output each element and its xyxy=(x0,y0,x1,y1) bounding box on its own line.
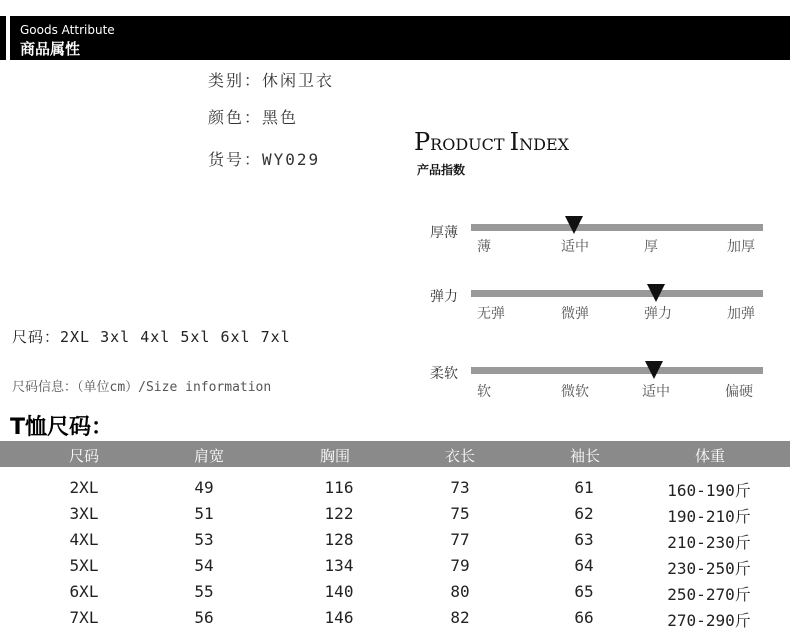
table-row xyxy=(0,606,790,632)
product-index-title: PRODUCT INDEX xyxy=(414,128,570,156)
header-title-en: Goods Attribute xyxy=(20,23,115,37)
header-accent-bar xyxy=(6,16,10,60)
header-title-zh: 商品属性 xyxy=(20,40,81,58)
attribute-label: 货号： xyxy=(208,150,263,169)
size-table-header xyxy=(0,441,790,467)
table-cell: 160-190斤 xyxy=(667,481,751,500)
table-row xyxy=(0,476,790,502)
indicator-elasticity-bar xyxy=(471,290,763,297)
indicator-tick: 微软 xyxy=(561,384,589,400)
column-header: 衣长 xyxy=(444,447,475,465)
table-cell: 65 xyxy=(574,582,594,601)
table-cell: 270-290斤 xyxy=(667,611,751,630)
table-cell: 122 xyxy=(324,504,354,523)
table-cell: 63 xyxy=(574,530,594,549)
column-header: 胸围 xyxy=(319,447,350,465)
table-cell: 80 xyxy=(450,582,470,601)
table-cell: 2XL xyxy=(69,478,99,497)
column-header: 尺码 xyxy=(68,447,99,465)
indicator-tick: 薄 xyxy=(477,239,491,255)
table-cell: 6XL xyxy=(69,582,99,601)
indicator-softness-label: 柔软 xyxy=(430,366,458,382)
table-cell: 61 xyxy=(574,478,594,497)
indicator-softness-arrow-icon xyxy=(645,361,663,379)
table-cell: 56 xyxy=(194,608,214,627)
table-cell: 140 xyxy=(324,582,354,601)
indicator-tick: 弹力 xyxy=(644,306,672,322)
table-cell: 7XL xyxy=(69,608,99,627)
section-header xyxy=(0,16,790,60)
table-cell: 4XL xyxy=(69,530,99,549)
table-cell: 79 xyxy=(450,556,470,575)
size-information-label: 尺码信息：（单位cm）/Size information xyxy=(12,380,272,395)
indicator-tick: 加弹 xyxy=(727,306,755,322)
attribute-value: WY029 xyxy=(262,150,321,169)
table-cell: 49 xyxy=(194,478,214,497)
table-cell: 73 xyxy=(450,478,470,497)
table-cell: 55 xyxy=(194,582,214,601)
table-cell: 146 xyxy=(324,608,354,627)
table-cell: 210-230斤 xyxy=(667,533,751,552)
column-header: 肩宽 xyxy=(193,447,224,465)
product-index-subtitle: 产品指数 xyxy=(417,163,466,177)
size-table-title: T恤尺码： xyxy=(10,415,114,440)
attribute-value: 黑色 xyxy=(262,108,299,127)
attribute-item-number xyxy=(208,147,320,170)
table-cell: 116 xyxy=(324,478,354,497)
indicator-thickness-bar xyxy=(471,224,763,231)
indicator-tick: 无弹 xyxy=(477,306,505,322)
available-sizes: 尺码：2XL 3xl 4xl 5xl 6xl 7xl xyxy=(12,328,291,346)
indicator-tick: 厚 xyxy=(644,239,658,255)
table-cell: 82 xyxy=(450,608,470,627)
table-row xyxy=(0,502,790,528)
table-cell: 77 xyxy=(450,530,470,549)
table-cell: 75 xyxy=(450,504,470,523)
indicator-tick: 适中 xyxy=(642,384,670,400)
table-cell: 128 xyxy=(324,530,354,549)
indicator-elasticity-arrow-icon xyxy=(647,284,665,302)
table-cell: 64 xyxy=(574,556,594,575)
attribute-value: 休闲卫衣 xyxy=(262,71,335,90)
indicator-tick: 适中 xyxy=(561,239,589,255)
attribute-label: 类别： xyxy=(208,71,263,90)
table-cell: 5XL xyxy=(69,556,99,575)
indicator-tick: 加厚 xyxy=(727,239,755,255)
table-cell: 190-210斤 xyxy=(667,507,751,526)
table-cell: 3XL xyxy=(69,504,99,523)
table-row xyxy=(0,528,790,554)
indicator-tick: 软 xyxy=(477,384,491,400)
indicator-tick: 偏硬 xyxy=(725,384,753,400)
table-row xyxy=(0,554,790,580)
column-header: 袖长 xyxy=(569,447,600,465)
table-cell: 134 xyxy=(324,556,354,575)
table-cell: 66 xyxy=(574,608,594,627)
indicator-softness-bar xyxy=(471,367,763,374)
indicator-tick: 微弹 xyxy=(561,306,589,322)
table-cell: 53 xyxy=(194,530,214,549)
indicator-thickness-arrow-icon xyxy=(565,216,583,234)
attribute-color xyxy=(208,105,298,128)
column-header: 体重 xyxy=(694,447,725,465)
table-cell: 62 xyxy=(574,504,594,523)
attribute-category xyxy=(208,68,334,91)
table-cell: 51 xyxy=(194,504,214,523)
table-cell: 250-270斤 xyxy=(667,585,751,604)
indicator-elasticity-label: 弹力 xyxy=(430,289,458,305)
table-cell: 230-250斤 xyxy=(667,559,751,578)
table-row xyxy=(0,580,790,606)
attribute-label: 颜色： xyxy=(208,108,263,127)
indicator-thickness-label: 厚薄 xyxy=(430,225,458,241)
table-cell: 54 xyxy=(194,556,214,575)
